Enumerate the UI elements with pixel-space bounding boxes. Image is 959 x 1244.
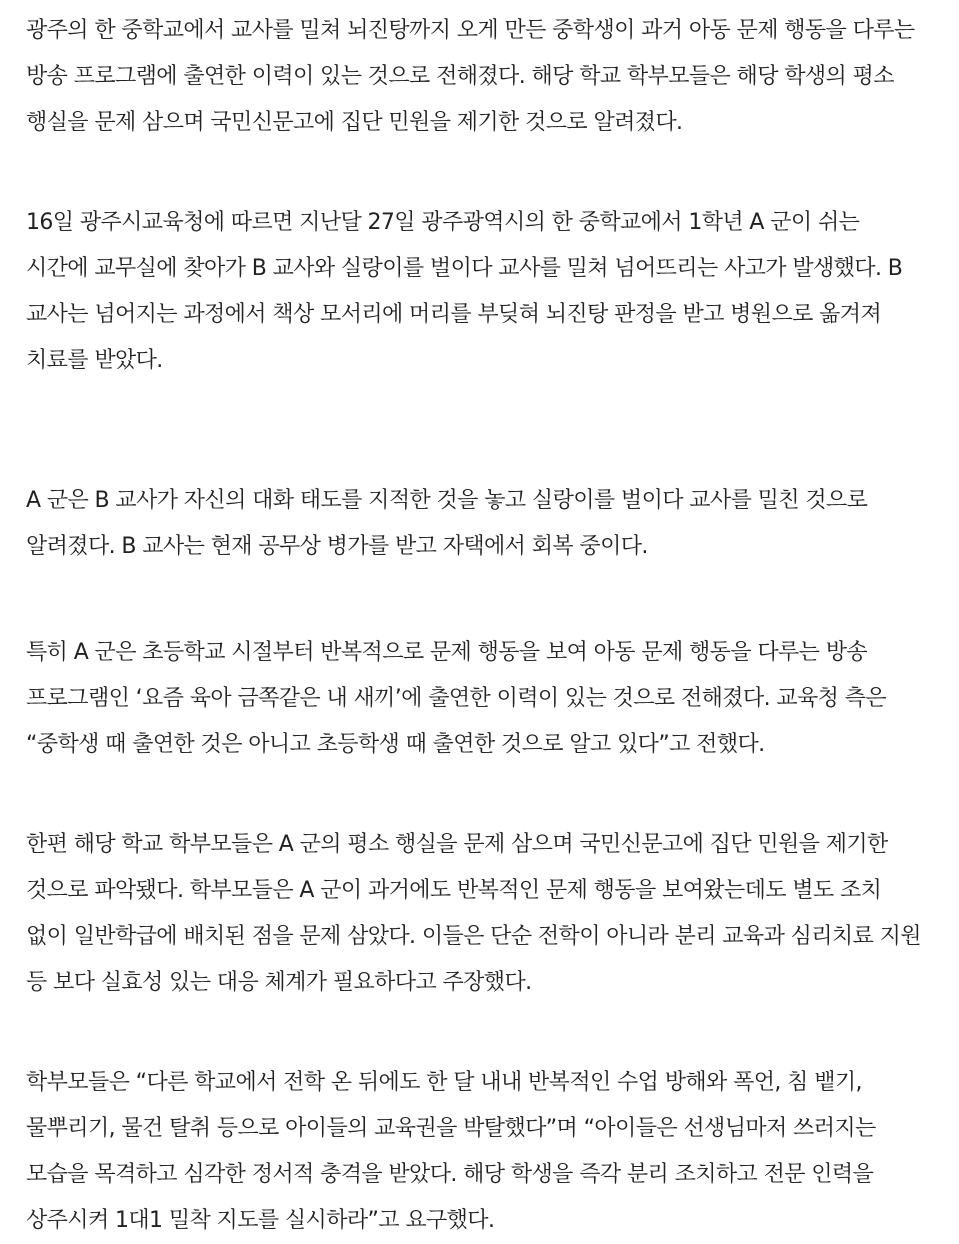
article-paragraph-4: 특히 A 군은 초등학교 시절부터 반복적으로 문제 행동을 보여 아동 문제 행동을 다루는 방송 프로그램인 ‘요즘 육아 금쪽같은 내 새끼’에 출연한 이력이 있는 것으로 전해졌다. 교육청 측은 “중학생 때 출연한 것은 아니고 초등학생 때 출연한 것으로 알고 있다”고 전했다. [26,640,887,757]
article-paragraph-3: A 군은 B 교사가 자신의 대화 태도를 지적한 것을 놓고 실랑이를 벌이다 교사를 밀친 것으로 알려졌다. B 교사는 현재 공무상 병가를 받고 자택에서 회복 중이다. [26,488,868,559]
article-paragraph-5: 한편 해당 학교 학부모들은 A 군의 평소 행실을 문제 삼으며 국민신문고에 집단 민원을 제기한 것으로 파악됐다. 학부모들은 A 군이 과거에도 반복적인 문제 행동을 보여왔는데도 별도 조치 없이 일반학급에 배치된 점을 문제 삼았다. 이들은 단순 전학이 아니라 분리 교육과 심리치료 지원 등 보다 실효성 있는 대응 체계가 필요하다고 주장했다. [26,832,921,995]
article-paragraph-6: 학부모들은 “다른 학교에서 전학 온 뒤에도 한 달 내내 반복적인 수업 방해와 폭언, 침 뱉기, 물뿌리기, 물건 탈취 등으로 아이들의 교육권을 박탈했다”며 “아이들은 선생님마저 쓰러지는 모습을 목격하고 심각한 정서적 충격을 받았다. 해당 학생을 즉각 분리 조치하고 전문 인력을 상주시켜 1대1 밀착 지도를 실시하라”고 요구했다. [26,1070,876,1233]
article-paragraph-2: 16일 광주시교육청에 따르면 지난달 27일 광주광역시의 한 중학교에서 1학년 A 군이 쉬는 시간에 교무실에 찾아가 B 교사와 실랑이를 벌이다 교사를 밀쳐 넘어뜨리는 사고가 발생했다. B 교사는 넘어지는 과정에서 책상 모서리에 머리를 부딪혀 뇌진탕 판정을 받고 병원으로 옮겨져 치료를 받았다. [26,210,903,373]
article-paragraph-1: 광주의 한 중학교에서 교사를 밀쳐 뇌진탕까지 오게 만든 중학생이 과거 아동 문제 행동을 다루는 방송 프로그램에 출연한 이력이 있는 것으로 전해졌다. 해당 학교 학부모들은 해당 학생의 평소 행실을 문제 삼으며 국민신문고에 집단 민원을 제기한 것으로 알려졌다. [26,18,915,135]
